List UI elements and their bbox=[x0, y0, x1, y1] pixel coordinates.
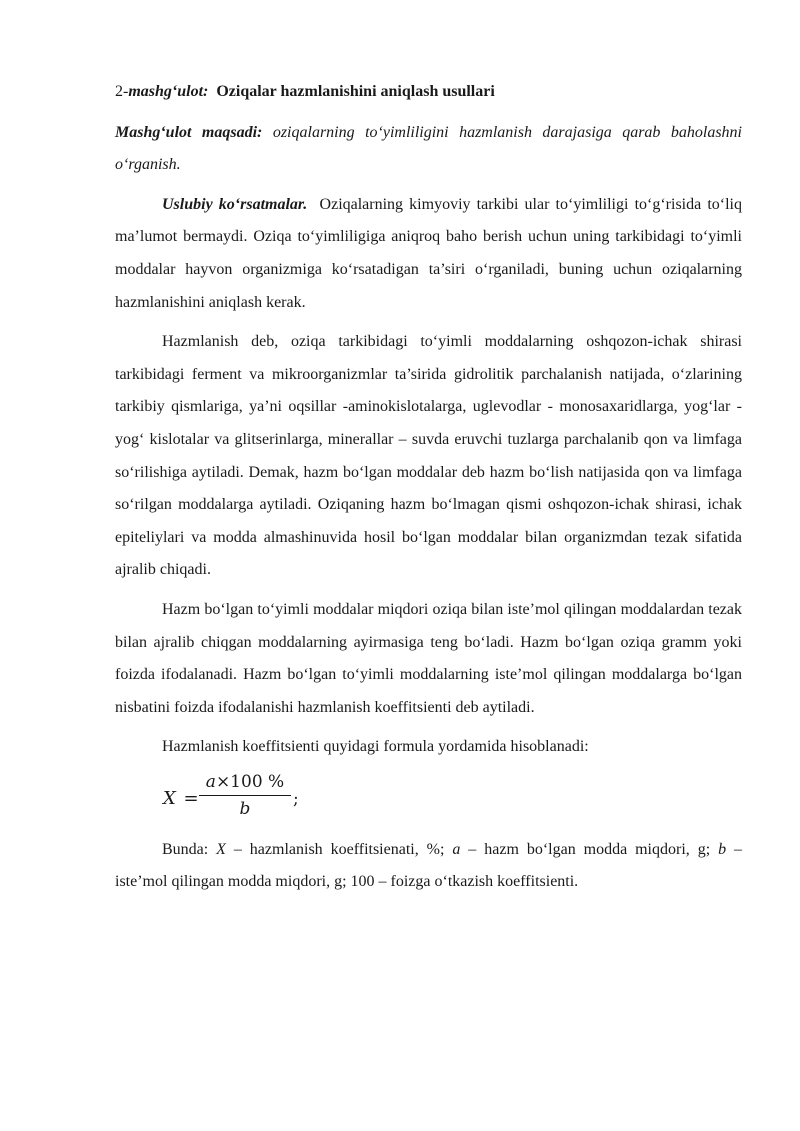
formula-numerator: a×100 % bbox=[205, 771, 285, 792]
aim-label: Mashg‘ulot maqsadi: bbox=[115, 123, 263, 141]
legend-b-symbol: b bbox=[718, 840, 727, 858]
body-paragraph-3: Hazmlanish koeffitsienti quyidagi formula yordamida hisoblanadi: bbox=[162, 738, 589, 756]
heading-label: mashg‘ulot: bbox=[128, 83, 209, 100]
legend-a-symbol: a bbox=[452, 840, 461, 858]
aim-paragraph bbox=[115, 117, 742, 182]
guidance-paragraph bbox=[115, 189, 742, 319]
heading-title: Oziqalar hazmlanishini aniqlash usullari bbox=[216, 83, 495, 100]
aim-text: oziqalarning to‘yimliligini hazmlanish darajasiga qarab baholashni o‘rganish. bbox=[115, 123, 743, 174]
formula bbox=[115, 770, 742, 828]
document-page bbox=[115, 76, 742, 899]
guidance-text: Oziqalarning kimyoviy tarkibi ular to‘yimliligi to‘g‘risida to‘liq ma’lumot bermaydi. Oziqa to‘yimliligiga aniqroq baho berish uchun uning tarkibidagi to‘yimli moddalar hayvon organizmiga ko‘rsatadigan ta’siri o‘rganiladi, buning uchun oziqalarning hazmlanishini aniqlash kerak. bbox=[115, 195, 743, 311]
body-paragraph-2: Hazm bo‘lgan to‘yimli moddalar miqdori oziqa bilan iste’mol qilingan moddalardan tezak bilan ajralib chiqgan moddalarning ayirmasiga teng bo‘ladi. Hazm bo‘lgan oziqa gramm yoki foizda ifodalanadi. Hazm bo‘lgan to‘yimli moddalarning iste’mol qilingan moddalarga bo‘lgan nisbatini foizda ifodalanishi hazmlanish koeffitsienti deb aytiladi. bbox=[115, 600, 742, 716]
formula-fraction bbox=[199, 770, 291, 821]
legend-x-symbol: X bbox=[216, 840, 226, 858]
formula-end: ; bbox=[293, 788, 299, 809]
body-paragraph-1: Hazmlanish deb, oziqa tarkibidagi to‘yimli moddalarning oshqozon-ichak shirasi tarkibidagi ferment va mikroorganizmlar ta’sirida gidrolitik parchalanish natijada, o‘zlarining tarkibiy qismlariga, ya’ni oqsillar -aminokislotalarga, uglevodlar - monosaxaridlarga, yog‘lar - yog‘ kislotalar va glitserinlarga, minerallar – suvda eruvchi tuzlarga parchalanib qon va limfaga so‘rilishiga aytiladi. Demak, hazm bo‘lgan moddalar deb hazm bo‘lish natijasida qon va limfaga so‘rilgan moddalarga aytiladi. Oziqaning hazm bo‘lmagan qismi oshqozon-ichak shirasi, ichak epiteliylari va modda almashinuvida hosil bo‘lgan moddalar bilan organizmdan tezak sifatida ajralib chiqadi. bbox=[115, 333, 742, 579]
legend-a-text: – hazm bo‘lgan modda miqdori, g; bbox=[460, 840, 719, 858]
legend-prefix: Bunda: bbox=[162, 840, 217, 858]
heading-number: 2- bbox=[115, 83, 129, 100]
legend-b-text: – iste’mol qilingan modda miqdori, g; 100 – foizga o‘tkazish koeffitsienti. bbox=[115, 840, 743, 891]
fraction-bar bbox=[199, 795, 291, 796]
formula-lhs: X = bbox=[163, 787, 200, 809]
legend-paragraph bbox=[115, 834, 742, 899]
legend-x-text: – hazmlanish koeffitsienati, %; bbox=[225, 840, 453, 858]
guidance-label: Uslubiy ko‘rsatmalar. bbox=[162, 195, 308, 213]
formula-denominator: b bbox=[239, 798, 251, 819]
section-heading bbox=[115, 76, 742, 109]
